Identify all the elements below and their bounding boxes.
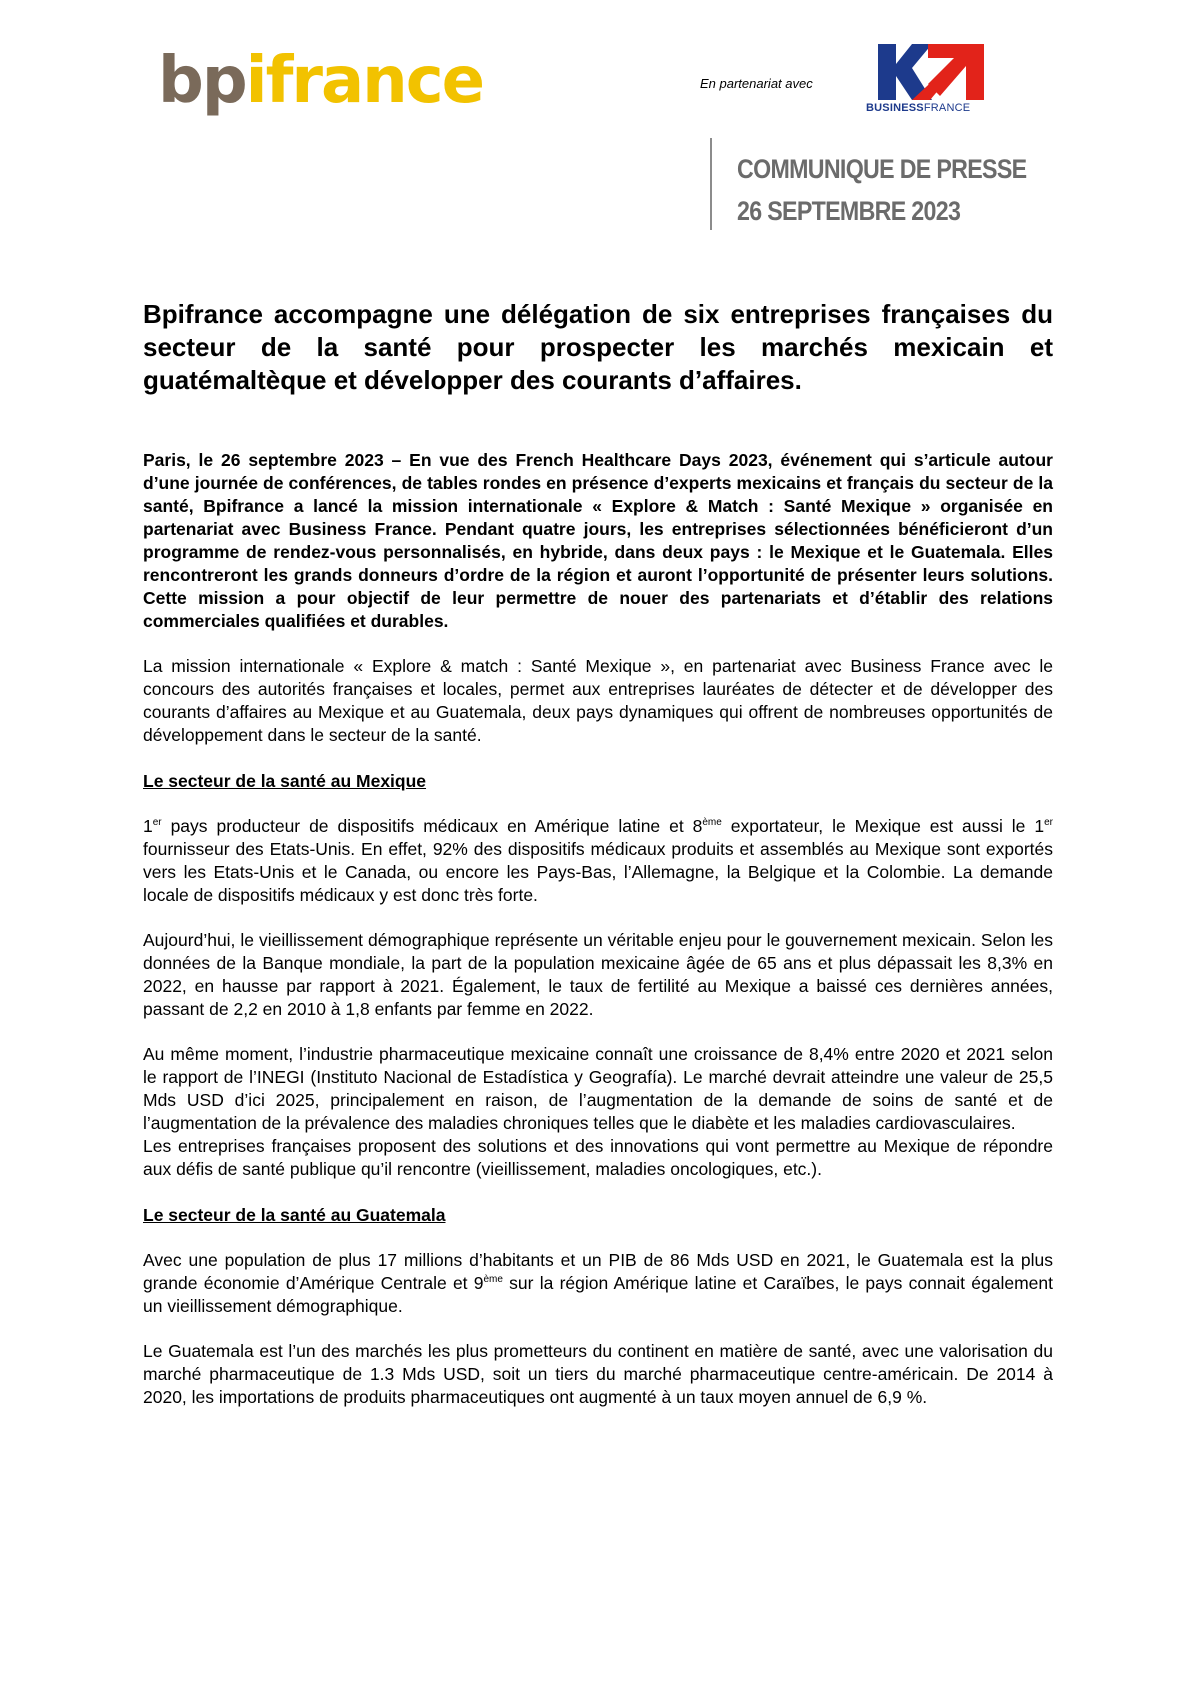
header-divider xyxy=(710,138,712,230)
superscript: ème xyxy=(702,817,722,828)
mexico-paragraph-4: Les entreprises françaises proposent des solutions et des innovations qui vont permettre au Mexique de répondre aux défis de santé publique qu’il rencontre (vieillissement, maladies oncologiques, etc.). xyxy=(143,1136,1053,1179)
press-date: 26 SEPTEMBRE 2023 xyxy=(737,196,961,226)
headline: Bpifrance accompagne une délégation de six entreprises françaises du secteur de la santé pour prospecter les marchés mexicain et guatémaltèque et développer des courants d’affaires. xyxy=(143,299,1053,395)
mexico-paragraph-3: Au même moment, l’industrie pharmaceutique mexicaine connaît une croissance de 8,4% entre 2020 et 2021 selon le rapport de l’INEGI (Instituto Nacional de Estadística y Geografía). Le marché devrait atteindre une valeur de 25,5 Mds USD d’ici 2025, principalement en raison, de l’augmentation de la demande de soins de santé et de l’augmentation de la prévalence des maladies chroniques telles que le diabète et les maladies cardiovasculaires. xyxy=(143,1044,1053,1133)
text-span: fournisseur des Etats-Unis. En effet, 92% des dispositifs médicaux produits et assemblés au Mexique sont exportés vers les Etats-Unis et le Canada, ou encore les Pays-Bas, l’Allemagne, la Belgique et la Colombie. La demande locale de dispositifs médicaux y est donc très forte. xyxy=(143,839,1053,905)
business-france-logo xyxy=(866,44,984,116)
partner-label: En partenariat avec xyxy=(700,76,813,91)
text-span: pays producteur de dispositifs médicaux en Amérique latine et 8 xyxy=(161,816,703,836)
intro-paragraph: La mission internationale « Explore & match : Santé Mexique », en partenariat avec Business France avec le concours des autorités françaises et locales, permet aux entreprises lauréates de détecter et de développer des courants d’affaires au Mexique et au Guatemala, deux pays dynamiques qui offrent de nombreuses opportunités de développement dans le secteur de la santé. xyxy=(143,656,1053,745)
press-header xyxy=(737,148,1026,232)
mexico-paragraph-2: Aujourd’hui, le vieillissement démographique représente un véritable enjeu pour le gouvernement mexicain. Selon les données de la Banque mondiale, la part de la population mexicaine âgée de 65 ans et plus dépassait les 8,3% en 2022, en hausse par rapport à 2021. Également, le taux de fertilité au Mexique a baissé ces dernières années, passant de 2,2 en 2010 à 1,8 enfants par femme en 2022. xyxy=(143,930,1053,1019)
section-title-guatemala: Le secteur de la santé au Guatemala xyxy=(143,1205,446,1225)
superscript: ème xyxy=(483,1274,503,1285)
section-title-mexico: Le secteur de la santé au Mexique xyxy=(143,771,427,791)
superscript: er xyxy=(152,817,162,828)
article xyxy=(143,298,1053,1409)
logo-france: france xyxy=(265,44,484,118)
text-span: sur la région Amérique latine et Caraïbes, le pays connait également un vieillissement démographique. xyxy=(143,1273,1053,1316)
bf-text-bold: BUSINESS xyxy=(866,102,924,114)
bpifrance-logo xyxy=(158,36,484,126)
text-span: exportateur, le Mexique est aussi le 1 xyxy=(721,816,1045,836)
text-span: Avec une population de plus 17 millions d’habitants et un PIB de 86 Mds USD en 2021, le Guatemala est la plus grande économie d’Amérique Centrale et 9 xyxy=(143,1250,1053,1293)
text-span: 1 xyxy=(143,816,153,836)
mexico-paragraph-1 xyxy=(143,815,1053,907)
logo-i: i xyxy=(245,44,266,118)
bf-text-thin: FRANCE xyxy=(923,102,971,114)
lead-paragraph: Paris, le 26 septembre 2023 – En vue des French Healthcare Days 2023, événement qui s’articule autour d’une journée de conférences, de tables rondes en présence d’experts mexicains et français du secteur de la santé, Bpifrance a lancé la mission internationale « Explore & Match : Santé Mexique » organisée en partenariat avec Business France. Pendant quatre jours, les entreprises sélectionnées bénéficieront d’un programme de rendez-vous personnalisés, en hybride, dans deux pays : le Mexique et le Guatemala. Elles rencontreront les grands donneurs d’ordre de la région et auront l’opportunité de présenter leurs solutions. Cette mission a pour objectif de leur permettre de nouer des partenariats et d’établir des relations commerciales qualifiées et durables. xyxy=(143,450,1053,631)
bpifrance-logo-text xyxy=(158,36,483,126)
press-label: COMMUNIQUE DE PRESSE xyxy=(737,154,1027,184)
business-france-logo-text xyxy=(866,102,984,114)
logo-bp: bp xyxy=(158,44,246,118)
guatemala-paragraph-2: Le Guatemala est l’un des marchés les plus prometteurs du continent en matière de santé, avec une valorisation du marché pharmaceutique de 1.3 Mds USD, soit un tiers du marché pharmaceutique centre-américain. De 2014 à 2020, les importations de produits pharmaceutiques ont augmenté à un taux moyen annuel de 6,9 %. xyxy=(143,1341,1053,1407)
superscript: er xyxy=(1044,817,1053,828)
business-france-logo-mark xyxy=(866,44,984,100)
guatemala-paragraph-1 xyxy=(143,1249,1053,1318)
